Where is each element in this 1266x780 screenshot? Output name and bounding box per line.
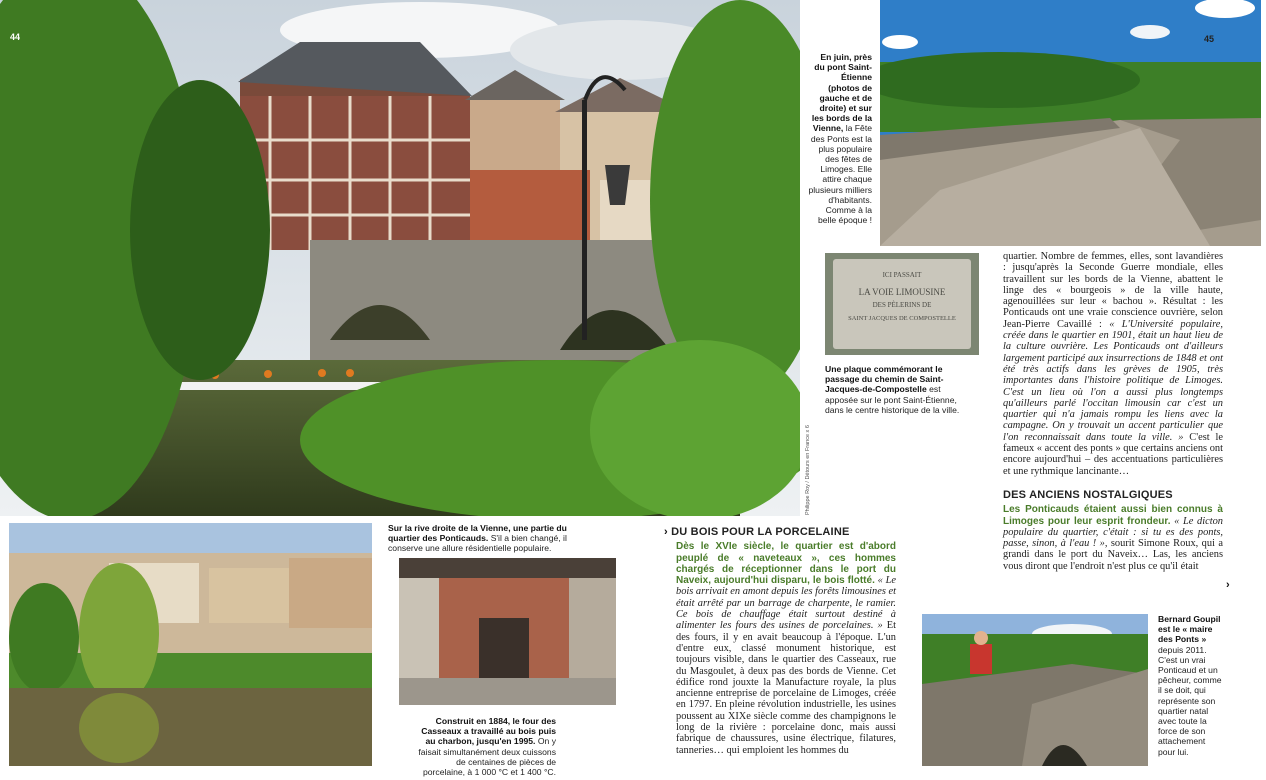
caption-plaque-bold: Une plaque commémorant le passage du chemin de Saint-Jacques-de-Compostelle — [825, 364, 944, 395]
page-number-left: 44 — [10, 32, 21, 42]
plaque-line-1: ICI PASSAIT — [882, 271, 922, 279]
plaque-line-3: DES PÈLERINS DE — [872, 301, 932, 309]
main-photo-pont-saint-etienne — [0, 0, 800, 516]
caption-goupil — [1158, 614, 1224, 757]
caption-fete-des-ponts — [808, 52, 872, 225]
caption-plaque — [825, 364, 975, 415]
section2-lead: Les Ponticauds étaient aussi bien connus à Limoges pour leur esprit frondeur. — [1003, 504, 1223, 527]
photo-kiln-illustration — [399, 558, 616, 705]
section1-heading — [664, 527, 896, 538]
caption-four — [413, 716, 556, 777]
right-body-2: C'est le fameux « accent des ponts » que certains anciens ont encore aujourd'hui – des accentuations particulières et une rythmique lancinante… — [1003, 431, 1223, 477]
caption-rive-droite — [388, 523, 573, 554]
right-body-1: quartier. Nombre de femmes, elles, sont lavandières : jusqu'après la Seconde Guerre mondiale, elles travaillent sur les bords de la Vienne, abattent le linge des « bourgeois » de la ville haute, agenouillées sur leur « bachou ». Résultat : les Ponticauds ont une vraie conscience ouvrière, selon Jean-Pierre Cavaillé : — [1003, 251, 1223, 330]
section1-quote: « Le bois arrivait en amont depuis les forêts limousines et était arrêté par un barrage de charpente, le ramier. Ce bois de chauffage était surtout destiné à alimenter les fours des usines de porcelaines. » — [676, 575, 897, 632]
photo-rive-droite — [9, 523, 372, 766]
caption-four-bold: Construit en 1884, le four des Casseaux a travaillé au bois puis au charbon, jusqu'en 1995. — [421, 716, 556, 747]
plaque-stone — [833, 259, 971, 349]
right-quote: « L'Université populaire, créée dans le quartier en 1901, était un haut lieu de la culture ouvrière. Les Ponticauds ont d'ailleurs largement participé aux insurrections de 1848 et ont été très actifs dans les grèves de 1905, très importantes dans l'histoire politique de Limoges. C'est un lieu où l'on a aussi plus longtemps qu'ailleurs parlé l'occitan limousin car c'est un quartier qui n'a jamais rompu les liens avec la campagne. On y trouvait un accent particulier que l'on reconnaissait dans toute la ville. » — [1003, 318, 1224, 443]
caption-fete-bold: En juin, près du pont Saint-Étienne (photos de gauche et de droite) et sur les bords de la Vienne, — [811, 52, 872, 134]
main-photo-illustration — [0, 0, 800, 516]
section1-heading-text: DU BOIS POUR LA PORCELAINE — [671, 526, 850, 538]
continue-arrow-icon: › — [1226, 579, 1230, 591]
caption-goupil-bold: Bernard Goupil est le « maire des Ponts » — [1158, 614, 1221, 645]
photo-goupil-illustration — [922, 614, 1148, 766]
photo-four-des-casseaux — [399, 558, 616, 705]
section2-quote: « Le dicton populaire du quartier, c'était : si tu es des ponts, passe, sinon, à l'eau ! », — [1003, 515, 1223, 550]
photo-rive-illustration — [9, 523, 372, 766]
caption-plaque-text: est apposée sur le pont Saint-Étienne, dans le centre historique de la ville. — [825, 384, 960, 415]
plaque-line-4: SAINT JACQUES DE COMPOSTELLE — [848, 315, 956, 322]
article-middle-column — [664, 526, 897, 756]
section-arrow-icon: › — [664, 526, 668, 538]
section2-body: sourit Simone Roux, qui a grandi dans le port du Naveix… Las, les anciens vous diront que l'endroit n'est plus ce qu'il était — [1003, 538, 1223, 572]
photo-credit: Philippe Roy / Détours en France x 6 — [805, 425, 811, 515]
section1-lead: Dès le XVIe siècle, le quartier est d'abord peuplé de « naveteaux », ces hommes chargés de réceptionner dans le port du Naveix, aujourd'hui disparu, le bois flotté. — [676, 541, 896, 587]
caption-four-text: On y faisait simultanément deux cuissons de centaines de pièces de porcelaine, à 1 000 °C et 1 400 °C. — [418, 736, 556, 778]
section1-body: Et des fours, il y en avait beaucoup à l'époque. L'un d'entre eux, classé monument historique, est toujours visible, dans le quartier des Casseaux, rue du Masgoulet, à deux pas des bords de Vienne. Cet édifice rond jouxte la Manufacture royale, la plus ancienne entreprise de porcelaine de Limoges, créée en 1797. En pleine révolution industrielle, les usines poussent au XIXe siècle comme des champignons le long de la rivière : porcelaine donc, mais aussi fabrique de chaussures, usine électrique, filatures, tanneries… qui emploient les hommes du — [676, 620, 896, 756]
article-right-column — [1003, 251, 1223, 572]
section2-heading: DES ANCIENS NOSTALGIQUES — [1003, 488, 1173, 501]
photo-plaque-compostelle — [825, 253, 979, 355]
page-number-right: 45 — [1204, 34, 1215, 44]
caption-rive-text: S'il a bien changé, il conserve une allure résidentielle populaire. — [388, 533, 567, 554]
caption-rive-bold: Sur la rive droite de la Vienne, une partie du quartier des Ponticauds. — [388, 523, 567, 544]
caption-fete-text: la Fête des Ponts est la plus populaire des fêtes de Limoges. Elle attire chaque plusieurs milliers d'habitants. Comme à la belle époque ! — [808, 123, 872, 226]
plaque-line-2: LA VOIE LIMOUSINE — [858, 287, 946, 297]
caption-goupil-text: depuis 2011. C'est un vrai Ponticaud et un pêcheur, comme il se doit, qui représente son quartier natal avec toute la force de son attachement pour lui. — [1158, 644, 1222, 757]
photo-bernard-goupil — [922, 614, 1148, 766]
